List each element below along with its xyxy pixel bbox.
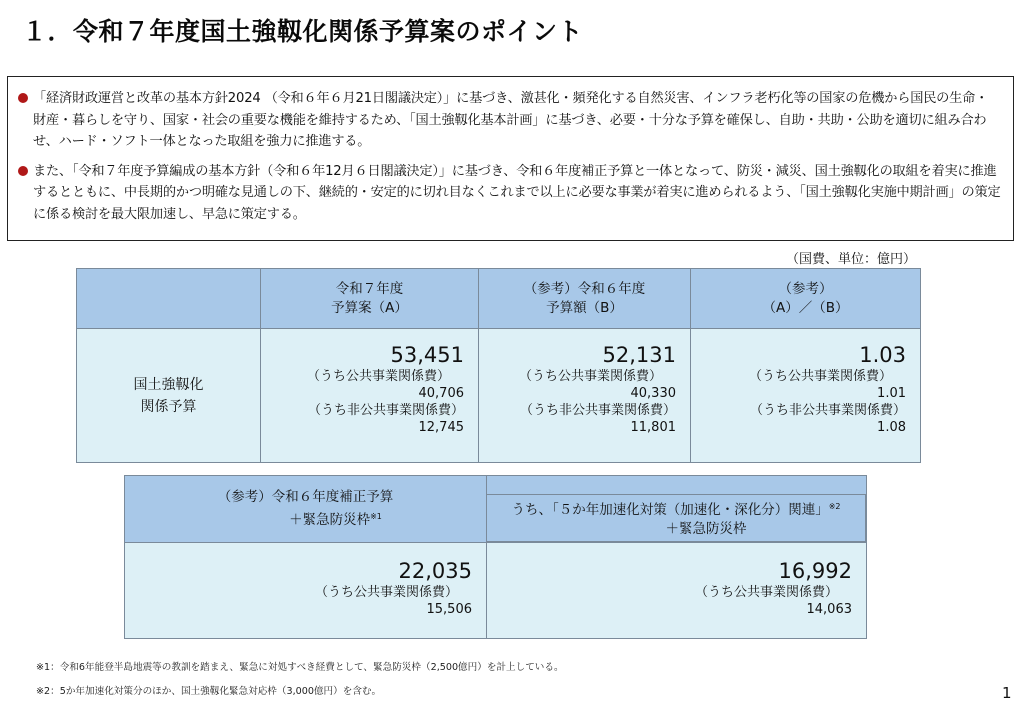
row-label-line: 国土強靱化 — [133, 376, 204, 393]
bullet-icon — [18, 166, 28, 176]
page-title: １．令和７年度国土強靱化関係予算案のポイント — [22, 17, 584, 46]
unit-note: （国費、単位：億円） — [785, 252, 916, 267]
public-works-value: 14,063 — [806, 602, 852, 617]
summary-text: また、「令和７年度予算編成の基本方針（令和６年12月６日閣議決定）」に基づき、令和６年度補正予算と一体となって、防災・減災、国土強靱化の取組を着実に推進するとともに、中長期的かつ明確な見通しの下、継続的・安定的に切れ目なくこれまで以上に必要な事業が着実に進められるよう、「国土強靱化実施中期計画」の策定に係る検討を最大限加速し、早急に策定する。 — [33, 163, 1001, 222]
header-line — [125, 507, 486, 530]
summary-paragraph — [18, 161, 1001, 226]
header-text: （参考）令和６年度補正予算 — [217, 489, 394, 505]
non-public-works-value: 11,801 — [630, 420, 676, 435]
total-value: 53,451 — [390, 343, 464, 367]
header-line: （参考） — [778, 280, 833, 297]
non-public-works-label: （うち非公共事業関係費） — [519, 403, 676, 418]
fy2024-values-cell — [479, 329, 691, 463]
header-line: 令和７年度 — [335, 280, 404, 297]
summary-box — [7, 76, 1014, 241]
header-blank-cell — [77, 269, 261, 329]
header-line — [487, 497, 865, 520]
summary-text: 「経済財政運営と改革の基本方針2024 （令和６年６月21日閣議決定）」に基づき、激甚化・頻発化する自然災害、インフラ老朽化等の国家の危機から国民の生命・財産・暮らしを守り、国家・社会の重要な機能を維持するため、「国土強靱化基本計画」に基づき、必要・十分な予算を確保し、自助・共助・公助を適切に組み合わせ、ハード・ソフト一体となった取組を強力に推進する。 — [33, 91, 989, 149]
header-ratio — [691, 269, 921, 329]
total-ratio: 1.03 — [859, 343, 906, 367]
public-works-label: （うち公共事業関係費） — [314, 585, 458, 600]
non-public-works-label: （うち非公共事業関係費） — [307, 403, 464, 418]
header-line — [487, 520, 865, 539]
summary-paragraph — [18, 88, 1001, 153]
budget-table — [76, 268, 921, 463]
total-value: 52,131 — [602, 343, 676, 367]
footnote-1: ※1：令和6年能登半島地震等の教訓を踏まえ、緊急に対処すべき経費として、緊急防災枠（2,500億円）を計上している。 — [36, 662, 564, 673]
non-public-works-ratio: 1.08 — [877, 420, 906, 435]
supplementary-budget-table — [124, 475, 867, 639]
public-works-label: （うち公共事業関係費） — [518, 369, 662, 384]
page-number: 1 — [1002, 684, 1012, 702]
footnote-ref: ※2 — [828, 502, 841, 511]
header-line: （A）／（B） — [762, 299, 849, 316]
footnote-ref: ※1 — [370, 512, 382, 521]
total-value: 22,035 — [398, 559, 472, 583]
header-line: 予算案（A） — [331, 299, 408, 316]
header-text: ＋緊急防災枠 — [289, 512, 371, 528]
header-text: うち、「５か年加速化対策（加速化・深化分）関連」 — [511, 502, 829, 518]
bullet-icon — [18, 93, 28, 103]
header-line: 予算額（B） — [546, 299, 623, 316]
public-works-value: 40,330 — [630, 386, 676, 401]
header-line — [125, 488, 486, 507]
header-supplementary-budget — [125, 476, 487, 543]
five-year-measures-subheader — [487, 494, 866, 542]
ratio-values-cell — [691, 329, 921, 463]
five-year-values-cell — [487, 543, 867, 639]
header-fy2024-budget — [479, 269, 691, 329]
footnote-2: ※2：5か年加速化対策分のほか、国土強靱化緊急対応枠（3,000億円）を含む。 — [36, 686, 382, 697]
supplementary-values-cell — [125, 543, 487, 639]
public-works-value: 15,506 — [426, 602, 472, 617]
public-works-label: （うち公共事業関係費） — [694, 585, 838, 600]
header-fy2025-budget — [261, 269, 479, 329]
public-works-label: （うち公共事業関係費） — [306, 369, 450, 384]
row-label — [77, 329, 261, 463]
total-value: 16,992 — [778, 559, 852, 583]
row-label-line: 関係予算 — [140, 398, 197, 415]
public-works-value: 40,706 — [418, 386, 464, 401]
header-line: （参考）令和６年度 — [523, 280, 646, 297]
public-works-label: （うち公共事業関係費） — [748, 369, 892, 384]
header-text: ＋緊急防災枠 — [665, 521, 747, 537]
non-public-works-label: （うち非公共事業関係費） — [749, 403, 906, 418]
fy2025-values-cell — [261, 329, 479, 463]
public-works-ratio: 1.01 — [877, 386, 906, 401]
header-five-year-measures — [487, 476, 867, 543]
non-public-works-value: 12,745 — [418, 420, 464, 435]
